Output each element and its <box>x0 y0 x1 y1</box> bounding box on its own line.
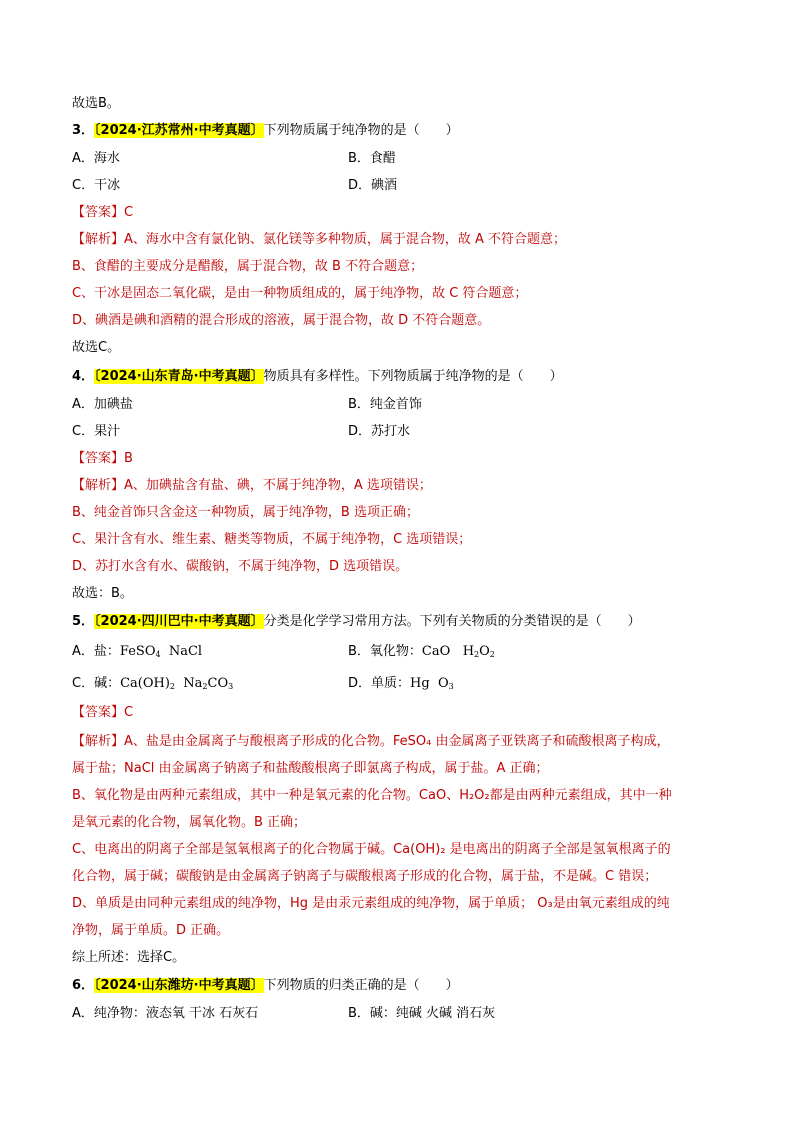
conclusion: 故选C。 <box>72 340 121 355</box>
explanation-line: B、氧化物是由两种元素组成，其中一种是氧元素的化合物。CaO、H₂O₂都是由两种元素组成，其中一种 <box>72 788 672 803</box>
option-b: B．碱：纯碱 火碱 消石灰 <box>348 1006 496 1021</box>
formula: $Na_2CO_3$ <box>183 676 234 691</box>
formula: CaO <box>421 644 451 659</box>
option-label: C．碱： <box>72 676 121 691</box>
option-b: B．食醋 <box>348 151 396 166</box>
explanation-line: 化合物，属于碱；碳酸钠是由金属离子钠离子与碳酸根离子形成的化合物，属于盐，不是碱。C 错误； <box>72 869 658 884</box>
question-4-stem <box>72 367 563 387</box>
question-text: 物质具有多样性。下列物质属于纯净物的是（ ） <box>263 369 563 384</box>
option-c: C．果汁 <box>72 424 121 439</box>
formula: NaCl <box>168 644 203 659</box>
option-b: B．纯金首饰 <box>348 397 422 412</box>
option-d: D．碘酒 <box>348 178 398 193</box>
formula: Hg <box>410 676 430 691</box>
explanation-line: C、果汁含有水、维生素、糖类等物质，不属于纯净物，C 选项错误； <box>72 532 472 547</box>
explanation-line: 属于盐；NaCl 由金属离子钠离子和盐酸酸根离子即氯离子构成，属于盐。A 正确； <box>72 761 549 776</box>
explanation-line: D、碘酒是碘和酒精的混合形成的溶液，属于混合物，故 D 不符合题意。 <box>72 313 491 328</box>
explanation-line: 【解析】A、加碘盐含有盐、碘，不属于纯净物，A 选项错误； <box>72 478 432 493</box>
option-label: A．盐： <box>72 644 120 659</box>
answer: 【答案】B <box>72 451 133 466</box>
option-d <box>348 674 454 694</box>
question-number: 5． <box>72 614 95 629</box>
conclusion: 故选：B。 <box>72 586 133 601</box>
explanation-line: 净物，属于单质。D 正确。 <box>72 923 230 938</box>
conclusion-prev: 故选B。 <box>72 96 120 111</box>
option-c <box>72 674 233 694</box>
option-b <box>348 642 495 662</box>
answer: 【答案】C <box>72 705 134 720</box>
explanation-line: D、苏打水含有水、碳酸钠，不属于纯净物，D 选项错误。 <box>72 559 409 574</box>
explanation-line: C、电离出的阴离子全部是氢氧根离子的化合物属于碱。Ca(OH)₂ 是电离出的阴离子全部是氢氧根离子的 <box>72 842 671 857</box>
question-5-stem <box>72 612 641 632</box>
option-a: A．加碘盐 <box>72 397 133 412</box>
option-a: A．海水 <box>72 151 120 166</box>
source-tag: 〔2024·江苏常州·中考真题〕 <box>94 123 264 138</box>
question-text: 下列物质属于纯净物的是（ ） <box>263 123 459 138</box>
formula: $H_2O_2$ <box>462 644 495 659</box>
question-3-stem <box>72 121 459 141</box>
source-tag: 〔2024·山东青岛·中考真题〕 <box>94 369 264 384</box>
option-label: D．单质： <box>348 676 411 691</box>
option-a <box>72 642 202 662</box>
question-number: 3． <box>72 123 95 138</box>
option-c: C．干冰 <box>72 178 121 193</box>
question-number: 4． <box>72 369 95 384</box>
question-text: 分类是化学学习常用方法。下列有关物质的分类错误的是（ ） <box>263 614 641 629</box>
option-d: D．苏打水 <box>348 424 411 439</box>
formula: $O_3$ <box>437 676 454 691</box>
explanation-line: 是氧元素的化合物，属氧化物。B 正确； <box>72 815 307 830</box>
source-tag: 〔2024·四川巴中·中考真题〕 <box>94 614 264 629</box>
explanation-line: B、纯金首饰只含金这一种物质，属于纯净物，B 选项正确； <box>72 505 419 520</box>
formula: $Ca(OH)_2$ <box>120 676 176 691</box>
conclusion: 综上所述：选择C。 <box>72 950 186 965</box>
explanation-line: 【解析】A、盐是由金属离子与酸根离子形成的化合物。FeSO₄ 由金属离子亚铁离子和硫酸根离子构成， <box>72 734 670 749</box>
formula: FeSO$_4$ <box>119 644 161 659</box>
explanation-line: B、食醋的主要成分是醋酸，属于混合物，故 B 不符合题意； <box>72 259 424 274</box>
explanation-line: 【解析】A、海水中含有氯化钠、氯化镁等多种物质，属于混合物，故 A 不符合题意； <box>72 232 567 247</box>
option-label: B．氧化物： <box>348 644 422 659</box>
question-number: 6． <box>72 978 95 993</box>
explanation-line: C、干冰是固态二氧化碳，是由一种物质组成的，属于纯净物，故 C 符合题意； <box>72 286 528 301</box>
explanation-line: D、单质是由同种元素组成的纯净物，Hg 是由汞元素组成的纯净物，属于单质； O₃是由氧元素组成的纯 <box>72 896 670 911</box>
option-a: A．纯净物：液态氧 干冰 石灰石 <box>72 1006 259 1021</box>
answer: 【答案】C <box>72 205 134 220</box>
source-tag: 〔2024·山东潍坊·中考真题〕 <box>94 978 264 993</box>
question-6-stem <box>72 976 459 996</box>
question-text: 下列物质的归类正确的是（ ） <box>263 978 459 993</box>
